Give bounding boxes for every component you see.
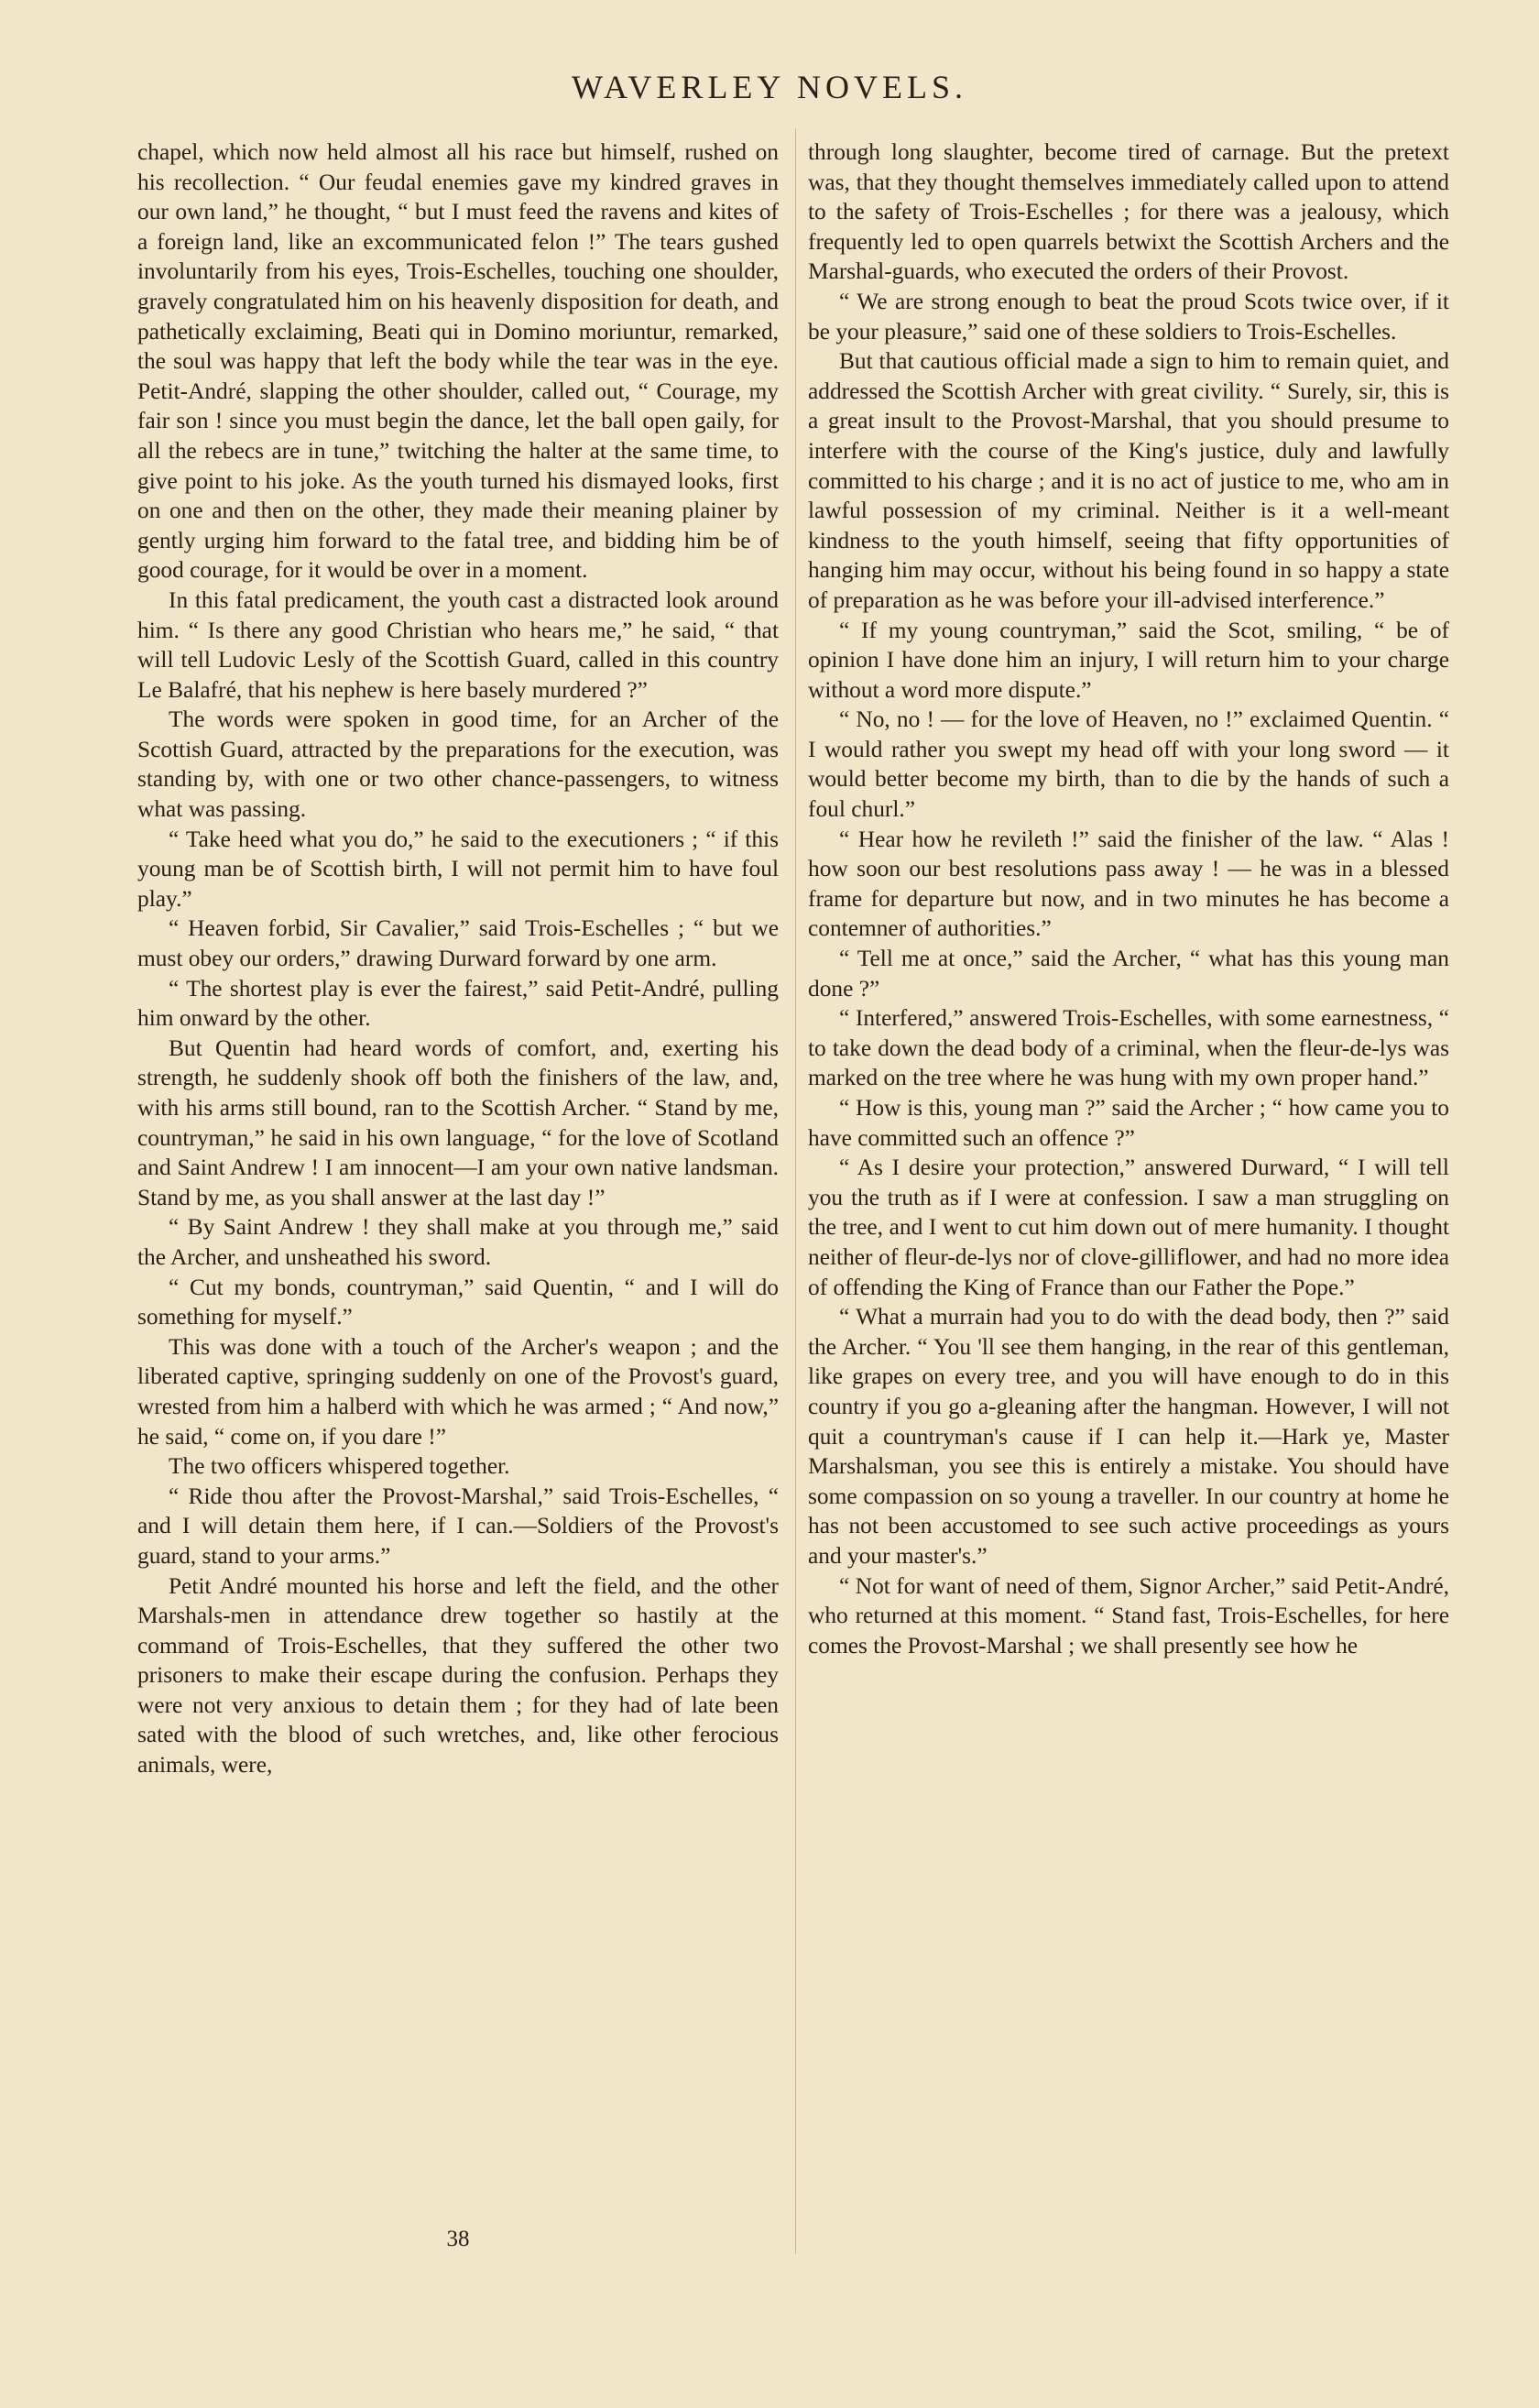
running-header: WAVERLEY NOVELS.	[572, 69, 967, 105]
paragraph: “ Not for want of need of them, Signor Archer,” said Petit-André, who returned at this moment. “ Stand fast, Trois-Eschelles, for here comes the Provost-Marshal ; we shall presently see how he	[808, 1572, 1449, 1658]
paragraph: But that cautious official made a sign to him to remain quiet, and addressed the Scottish Archer with great civility. “ Surely, sir, this is a great insult to the Provost-Marshal, that you should presume to interfere with the course of the King's justice, duly and lawfully committed to his charge ; and it is no act of justice to me, who am in lawful possession of my criminal. Neither is it a well-meant kindness to the youth himself, seeing that fifty opportunities of hanging him may occur, without his being found in so happy a state of preparation as he was before your ill-advised interference.”	[808, 348, 1449, 613]
paragraph: chapel, which now held almost all his race but himself, rushed on his recollection. “ Our feudal enemies gave my kindred graves in our own land,” he thought, “ but I must feed the ravens and kites of a foreign land, like an excommunicated felon !” The tears gushed involuntarily from his eyes, Trois-Eschelles, touching one shoulder, gravely congratulated him on his heavenly disposition for death, and pathetically exclaiming, Beati qui in Domino moriuntur, remarked, the soul was happy that left the body while the tear was in the eye. Petit-André, slapping the other shoulder, called out, “ Courage, my fair son ! since you must begin the dance, let the ball open gaily, for all the rebecs are in tune,” twitching the halter at the same time, to give point to his joke. As the youth turned his dismayed looks, first on one and then on the other, they made their meaning plainer by gently urging him forward to the fatal tree, and bidding him be of good courage, for it would be over in a moment.	[137, 139, 779, 584]
paragraph: “ Take heed what you do,” he said to the executioners ; “ if this young man be of Scottish birth, I will not permit him to have foul play.”	[137, 826, 779, 912]
paragraph: Petit André mounted his horse and left the field, and the other Marshals-men in attendance drew together so hastily at the command of Trois-Eschelles, that they suffered the other two prisoners to make their escape during the confusion. Perhaps they were not very anxious to detain them ; for they had of late been sated with the blood of such wretches, and, like other ferocious animals, were,	[137, 1572, 779, 1779]
right-column	[808, 137, 1449, 1660]
paragraph: “ If my young countryman,” said the Scot, smiling, “ be of opinion I have done him an injury, I will return him to your charge without a word more dispute.”	[808, 617, 1449, 703]
paragraph: In this fatal predicament, the youth cast a distracted look around him. “ Is there any good Christian who hears me,” he said, “ that will tell Ludovic Lesly of the Scottish Guard, called in this country Le Balafré, that his nephew is here basely murdered ?”	[137, 586, 779, 703]
page-number: 38	[446, 2227, 470, 2251]
paragraph: But Quentin had heard words of comfort, and, exerting his strength, he suddenly shook off both the finishers of the law, and, with his arms still bound, ran to the Scottish Archer. “ Stand by me, countryman,” he said in his own language, “ for the love of Scotland and Saint Andrew ! I am innocent—I am your own native landsman. Stand by me, as you shall answer at the last day !”	[137, 1034, 779, 1210]
paragraph: “ No, no ! — for the love of Heaven, no !” exclaimed Quentin. “ I would rather you swept my head off with your long sword — it would better become my birth, than to die by the hands of such a foul churl.”	[808, 706, 1449, 823]
paragraph: “ Interfered,” answered Trois-Eschelles, with some earnestness, “ to take down the dead body of a criminal, when the fleur-de-lys was marked on the tree where he was hung with my own proper hand.”	[808, 1005, 1449, 1091]
left-column	[137, 137, 779, 1780]
paragraph: “ As I desire your protection,” answered Durward, “ I will tell you the truth as if I were at confession. I saw a man struggling on the tree, and I went to cut him down out of mere humanity. I thought neither of fleur-de-lys nor of clove-gilliflower, and had no more idea of offending the King of France than our Father the Pope.”	[808, 1155, 1449, 1300]
paragraph: “ Ride thou after the Provost-Marshal,” said Trois-Eschelles, “ and I will detain them here, if I can.—Soldiers of the Provost's guard, stand to your arms.”	[137, 1483, 779, 1569]
paragraph: “ Heaven forbid, Sir Cavalier,” said Trois-Eschelles ; “ but we must obey our orders,” drawing Durward forward by one arm.	[137, 915, 779, 972]
paragraph: “ Tell me at once,” said the Archer, “ what has this young man done ?”	[808, 946, 1449, 1002]
paragraph: “ We are strong enough to beat the proud Scots twice over, if it be your pleasure,” said one of these soldiers to Trois-Eschelles.	[808, 288, 1449, 345]
paragraph: through long slaughter, become tired of carnage. But the pretext was, that they thought themselves immediately called upon to attend to the safety of Trois-Eschelles ; for there was a jealousy, which frequently led to open quarrels betwixt the Scottish Archers and the Marshal-guards, who executed the orders of their Provost.	[808, 139, 1449, 285]
paragraph: “ Cut my bonds, countryman,” said Quentin, “ and I will do something for myself.”	[137, 1274, 779, 1330]
paragraph: The words were spoken in good time, for an Archer of the Scottish Guard, attracted by the preparations for the execution, was standing by, with one or two other chance-passengers, to witness what was passing.	[137, 706, 779, 823]
paragraph: The two officers whispered together.	[169, 1453, 510, 1480]
paragraph: “ The shortest play is ever the fairest,” said Petit-André, pulling him onward by the other.	[137, 975, 779, 1032]
paragraph: “ How is this, young man ?” said the Archer ; “ how came you to have committed such an offence ?”	[808, 1095, 1449, 1151]
paragraph: “ By Saint Andrew ! they shall make at you through me,” said the Archer, and unsheathed his sword.	[137, 1214, 779, 1270]
paragraph: “ What a murrain had you to do with the dead body, then ?” said the Archer. “ You 'll see them hanging, in the rear of this gentleman, like grapes on every tree, and you will have enough to do in this country if you go a-gleaning after the hangman. However, I will not quit a countryman's cause if I can help it.—Hark ye, Master Marshalsman, you see this is entirely a mistake. You should have some compassion on so young a traveller. In our country at home he has not been accustomed to see such active proceedings as yours and your master's.”	[808, 1304, 1449, 1569]
paragraph: This was done with a touch of the Archer's weapon ; and the liberated captive, springing suddenly on one of the Provost's guard, wrested from him a halberd with which he was armed ; “ And now,” he said, “ come on, if you dare !”	[137, 1333, 779, 1450]
paragraph: “ Hear how he revileth !” said the finisher of the law. “ Alas ! how soon our best resolutions pass away ! — he was in a blessed frame for departure but now, and in two minutes he has become a contemner of authorities.”	[808, 826, 1449, 942]
column-divider	[795, 128, 796, 2254]
